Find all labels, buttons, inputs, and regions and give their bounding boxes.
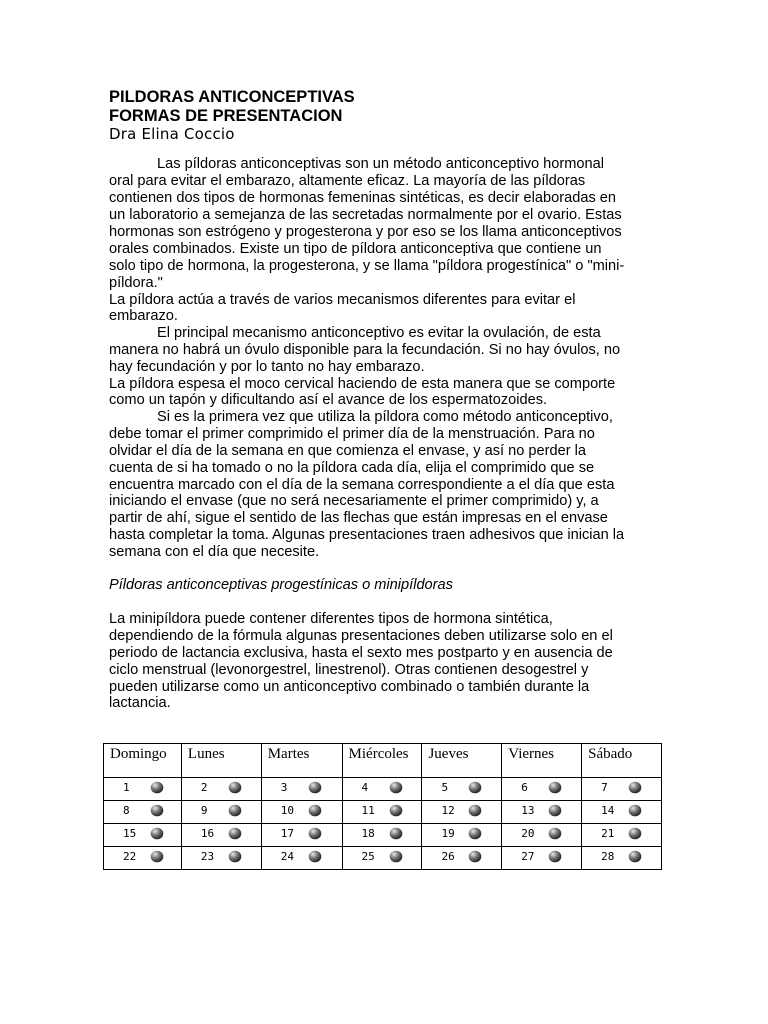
text-line: semana con el día que necesite. bbox=[109, 544, 320, 560]
pill-day-cell bbox=[582, 801, 662, 824]
pill-icon bbox=[468, 781, 482, 794]
pill-icon bbox=[228, 804, 242, 817]
pill-day-cell bbox=[342, 824, 422, 847]
text-line: partir de ahí, sigue el sentido de las flechas que están impresas en el envase bbox=[109, 510, 608, 526]
pill-number: 2 bbox=[200, 781, 208, 794]
pill-icon bbox=[389, 781, 403, 794]
pill-number: 28 bbox=[601, 850, 615, 863]
pill-day-cell bbox=[582, 778, 662, 801]
text-line: oral para evitar el embarazo, altamente eficaz. La mayoría de las píldoras bbox=[109, 173, 586, 189]
calendar-header-row bbox=[104, 744, 662, 778]
pill-icon bbox=[468, 827, 482, 840]
text-line: manera no habrá un óvulo disponible para la fecundación. Si no hay óvulos, no bbox=[109, 342, 621, 358]
pill-day-cell bbox=[181, 824, 261, 847]
pill-day-cell bbox=[181, 801, 261, 824]
pill-icon bbox=[548, 804, 562, 817]
day-header: Viernes bbox=[502, 744, 582, 778]
pill-number: 15 bbox=[123, 827, 137, 840]
pill-number: 27 bbox=[521, 850, 535, 863]
text-line: La píldora espesa el moco cervical haciendo de esta manera que se comporte bbox=[109, 376, 616, 392]
text-line: solo tipo de hormona, la progesterona, y se llama "píldora progestínica" o "mini- bbox=[109, 258, 625, 274]
text-line: periodo de lactancia exclusiva, hasta el sexto mes postparto y en ausencia de bbox=[109, 645, 613, 661]
text-line: como un tapón y dificultando así el avance de los espermatozoides. bbox=[109, 392, 548, 408]
pill-day-cell bbox=[502, 847, 582, 870]
pill-day-cell bbox=[422, 801, 502, 824]
title-line-1: PILDORAS ANTICONCEPTIVAS bbox=[109, 88, 355, 106]
day-header: Miércoles bbox=[342, 744, 422, 778]
day-header: Martes bbox=[261, 744, 342, 778]
pill-day-cell bbox=[342, 801, 422, 824]
pill-day-cell bbox=[261, 847, 342, 870]
pill-day-cell bbox=[342, 847, 422, 870]
pill-icon bbox=[308, 781, 322, 794]
text-line: dependiendo de la fórmula algunas presentaciones deben utilizarse solo en el bbox=[109, 628, 613, 644]
pill-icon bbox=[628, 781, 642, 794]
pill-day-cell bbox=[181, 847, 261, 870]
pill-day-cell bbox=[502, 801, 582, 824]
pill-icon bbox=[150, 827, 164, 840]
pill-number: 6 bbox=[521, 781, 528, 794]
pill-number: 12 bbox=[441, 804, 455, 817]
text-line: ciclo menstrual (levonorgestrel, linestrenol). Otras contienen desogestrel y bbox=[109, 662, 589, 678]
pill-number: 21 bbox=[601, 827, 615, 840]
author-name: Dra Elina Coccio bbox=[109, 125, 235, 143]
text-line: olvidar el día de la semana en que comienza el envase, y así no perder la bbox=[109, 443, 587, 459]
pill-day-cell bbox=[422, 824, 502, 847]
pill-number: 25 bbox=[361, 850, 375, 863]
section-heading: Píldoras anticonceptivas progestínicas o minipíldoras bbox=[109, 577, 453, 593]
pill-icon bbox=[389, 827, 403, 840]
pill-day-cell bbox=[342, 778, 422, 801]
pill-icon bbox=[468, 804, 482, 817]
text-line: Las píldoras anticonceptivas son un método anticonceptivo hormonal bbox=[157, 156, 605, 172]
pill-day-cell bbox=[502, 824, 582, 847]
calendar-week-row bbox=[104, 801, 662, 824]
pill-icon bbox=[548, 827, 562, 840]
pill-icon bbox=[389, 804, 403, 817]
text-line: hormonas son estrógeno y progesterona y por eso se los llama anticonceptivos bbox=[109, 224, 622, 240]
pill-day-cell bbox=[104, 847, 182, 870]
pill-number: 17 bbox=[280, 827, 294, 840]
calendar-week-row bbox=[104, 824, 662, 847]
text-line: La píldora actúa a través de varios mecanismos diferentes para evitar el bbox=[109, 292, 576, 308]
pill-day-cell bbox=[104, 778, 182, 801]
pill-icon bbox=[308, 804, 322, 817]
pill-icon bbox=[308, 850, 322, 863]
pill-icon bbox=[548, 850, 562, 863]
text-line: orales combinados. Existe un tipo de píldora anticonceptiva que contiene un bbox=[109, 241, 602, 257]
pill-day-cell bbox=[582, 824, 662, 847]
pill-day-cell bbox=[422, 847, 502, 870]
pill-number: 24 bbox=[280, 850, 294, 863]
pill-number: 13 bbox=[521, 804, 535, 817]
pill-number: 10 bbox=[280, 804, 294, 817]
day-header: Sábado bbox=[582, 744, 662, 778]
pill-day-cell bbox=[104, 801, 182, 824]
pill-icon bbox=[150, 850, 164, 863]
pill-day-cell bbox=[261, 801, 342, 824]
text-line: contienen dos tipos de hormonas femeninas sintéticas, es decir elaboradas en bbox=[109, 190, 617, 206]
pill-icon bbox=[389, 850, 403, 863]
pill-icon bbox=[548, 781, 562, 794]
pill-day-cell bbox=[261, 778, 342, 801]
text-line: píldora." bbox=[109, 275, 163, 291]
pill-number: 3 bbox=[280, 781, 288, 794]
pill-number: 16 bbox=[200, 827, 215, 840]
pill-day-cell bbox=[502, 778, 582, 801]
text-line: encuentra marcado con el día de la semana correspondiente a el día que esta bbox=[109, 477, 615, 493]
text-line: cuenta de si ha tomado o no la píldora cada día, elija el comprimido que se bbox=[109, 460, 595, 476]
pill-number: 26 bbox=[441, 850, 455, 863]
pill-icon bbox=[628, 827, 642, 840]
text-line: Si es la primera vez que utiliza la píldora como método anticonceptivo, bbox=[157, 409, 613, 425]
text-line: hasta completar la toma. Algunas presentaciones traen adhesivos que inician la bbox=[109, 527, 625, 543]
pill-icon bbox=[228, 827, 242, 840]
text-line: El principal mecanismo anticonceptivo es evitar la ovulación, de esta bbox=[157, 325, 601, 341]
pill-icon bbox=[308, 827, 322, 840]
day-header: Lunes bbox=[181, 744, 261, 778]
calendar-week-row bbox=[104, 778, 662, 801]
text-line: pueden utilizarse como un anticonceptivo combinado o también durante la bbox=[109, 679, 590, 695]
pill-number: 23 bbox=[200, 850, 215, 863]
pill-day-cell bbox=[582, 847, 662, 870]
pill-number: 20 bbox=[521, 827, 535, 840]
pill-day-cell bbox=[422, 778, 502, 801]
calendar-week-row bbox=[104, 847, 662, 870]
pill-number: 11 bbox=[361, 804, 375, 817]
pill-icon bbox=[150, 804, 164, 817]
pill-icon bbox=[468, 850, 482, 863]
title-line-2: FORMAS DE PRESENTACION bbox=[109, 107, 343, 125]
pill-number: 8 bbox=[123, 804, 130, 817]
pill-number: 1 bbox=[123, 781, 130, 794]
pill-icon bbox=[628, 804, 642, 817]
pill-number: 19 bbox=[441, 827, 455, 840]
pill-icon bbox=[228, 781, 242, 794]
pill-day-cell bbox=[261, 824, 342, 847]
pill-number: 7 bbox=[601, 781, 608, 794]
pill-number: 4 bbox=[361, 781, 369, 794]
pill-number: 14 bbox=[601, 804, 615, 817]
text-line: iniciando el envase (que no será necesariamente el primer comprimido) y, a bbox=[109, 493, 599, 509]
pill-calendar-table bbox=[103, 743, 662, 870]
pill-day-cell bbox=[181, 778, 261, 801]
pill-number: 9 bbox=[200, 804, 208, 817]
text-line: un laboratorio a semejanza de las secretadas normalmente por el ovario. Estas bbox=[109, 207, 622, 223]
pill-icon bbox=[628, 850, 642, 863]
text-line: La minipíldora puede contener diferentes tipos de hormona sintética, bbox=[109, 611, 553, 627]
pill-number: 5 bbox=[441, 781, 449, 794]
day-header: Domingo bbox=[104, 744, 182, 778]
text-line: lactancia. bbox=[109, 695, 171, 711]
pill-icon bbox=[228, 850, 242, 863]
pill-icon bbox=[150, 781, 164, 794]
text-line: hay fecundación y por lo tanto no hay embarazo. bbox=[109, 359, 425, 375]
text-line: debe tomar el primer comprimido el primer día de la menstruación. Para no bbox=[109, 426, 595, 442]
pill-number: 18 bbox=[361, 827, 375, 840]
text-line: embarazo. bbox=[109, 308, 178, 324]
pill-number: 22 bbox=[123, 850, 137, 863]
day-header: Jueves bbox=[422, 744, 502, 778]
pill-day-cell bbox=[104, 824, 182, 847]
